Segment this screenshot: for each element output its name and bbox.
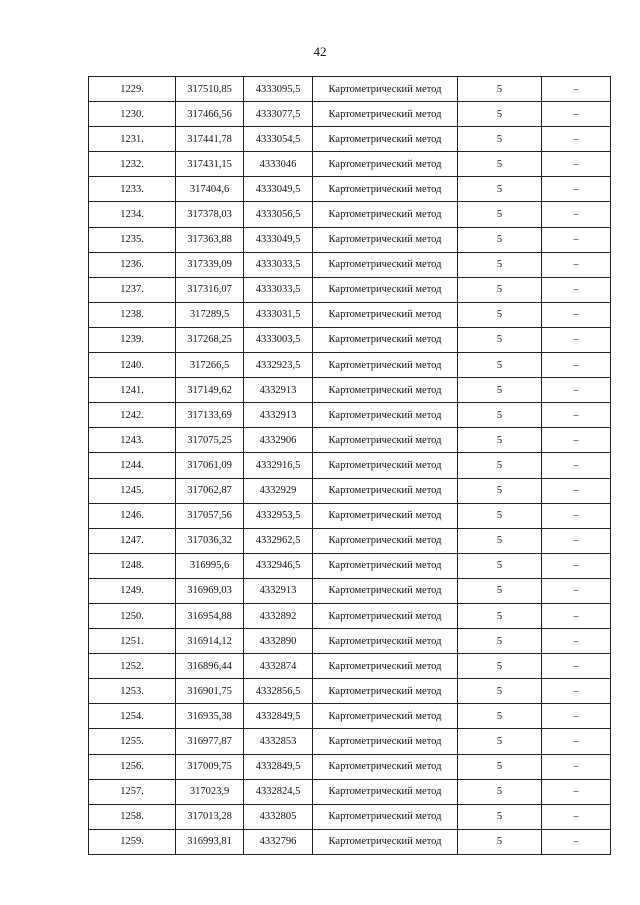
table-row (89, 378, 611, 403)
description-cell: – (542, 729, 611, 754)
table-row (89, 804, 611, 829)
x-coordinate-cell: 316993,81 (176, 829, 244, 854)
method-cell: Картометрический метод (313, 478, 458, 503)
point-number-cell: 1233. (89, 177, 176, 202)
y-coordinate-cell: 4332946,5 (244, 553, 313, 578)
description-cell: – (542, 478, 611, 503)
x-coordinate-cell: 317062,87 (176, 478, 244, 503)
accuracy-cell: 5 (458, 177, 542, 202)
method-cell: Картометрический метод (313, 403, 458, 428)
accuracy-cell: 5 (458, 277, 542, 302)
x-coordinate-cell: 317378,03 (176, 202, 244, 227)
method-cell: Картометрический метод (313, 729, 458, 754)
y-coordinate-cell: 4332892 (244, 603, 313, 628)
y-coordinate-cell: 4332824,5 (244, 779, 313, 804)
description-cell: – (542, 77, 611, 102)
point-number-cell: 1243. (89, 428, 176, 453)
y-coordinate-cell: 4333095,5 (244, 77, 313, 102)
point-number-cell: 1230. (89, 102, 176, 127)
description-cell: – (542, 227, 611, 252)
point-number-cell: 1251. (89, 629, 176, 654)
x-coordinate-cell: 317036,32 (176, 528, 244, 553)
accuracy-cell: 5 (458, 704, 542, 729)
point-number-cell: 1252. (89, 654, 176, 679)
x-coordinate-cell: 317149,62 (176, 378, 244, 403)
x-coordinate-cell: 317061,09 (176, 453, 244, 478)
x-coordinate-cell: 316901,75 (176, 679, 244, 704)
accuracy-cell: 5 (458, 603, 542, 628)
method-cell: Картометрический метод (313, 754, 458, 779)
accuracy-cell: 5 (458, 804, 542, 829)
description-cell: – (542, 177, 611, 202)
point-number-cell: 1235. (89, 227, 176, 252)
method-cell: Картометрический метод (313, 829, 458, 854)
y-coordinate-cell: 4333003,5 (244, 327, 313, 352)
y-coordinate-cell: 4332856,5 (244, 679, 313, 704)
method-cell: Картометрический метод (313, 177, 458, 202)
table-row (89, 177, 611, 202)
description-cell: – (542, 829, 611, 854)
method-cell: Картометрический метод (313, 453, 458, 478)
x-coordinate-cell: 317363,88 (176, 227, 244, 252)
x-coordinate-cell: 317133,69 (176, 403, 244, 428)
x-coordinate-cell: 316914,12 (176, 629, 244, 654)
y-coordinate-cell: 4333054,5 (244, 127, 313, 152)
y-coordinate-cell: 4332796 (244, 829, 313, 854)
method-cell: Картометрический метод (313, 202, 458, 227)
accuracy-cell: 5 (458, 754, 542, 779)
point-number-cell: 1236. (89, 252, 176, 277)
point-number-cell: 1232. (89, 152, 176, 177)
accuracy-cell: 5 (458, 503, 542, 528)
description-cell: – (542, 779, 611, 804)
method-cell: Картометрический метод (313, 528, 458, 553)
x-coordinate-cell: 317404,6 (176, 177, 244, 202)
method-cell: Картометрический метод (313, 152, 458, 177)
point-number-cell: 1242. (89, 403, 176, 428)
x-coordinate-cell: 317339,09 (176, 252, 244, 277)
point-number-cell: 1254. (89, 704, 176, 729)
accuracy-cell: 5 (458, 302, 542, 327)
description-cell: – (542, 327, 611, 352)
x-coordinate-cell: 316969,03 (176, 578, 244, 603)
x-coordinate-cell: 317289,5 (176, 302, 244, 327)
table-row (89, 528, 611, 553)
accuracy-cell: 5 (458, 127, 542, 152)
method-cell: Картометрический метод (313, 779, 458, 804)
x-coordinate-cell: 317268,25 (176, 327, 244, 352)
table-row (89, 478, 611, 503)
accuracy-cell: 5 (458, 629, 542, 654)
point-number-cell: 1247. (89, 528, 176, 553)
page-number: 42 (313, 44, 327, 59)
point-number-cell: 1238. (89, 302, 176, 327)
description-cell: – (542, 403, 611, 428)
method-cell: Картометрический метод (313, 553, 458, 578)
x-coordinate-cell: 317023,9 (176, 779, 244, 804)
y-coordinate-cell: 4332805 (244, 804, 313, 829)
point-number-cell: 1239. (89, 327, 176, 352)
accuracy-cell: 5 (458, 428, 542, 453)
accuracy-cell: 5 (458, 578, 542, 603)
x-coordinate-cell: 317441,78 (176, 127, 244, 152)
accuracy-cell: 5 (458, 829, 542, 854)
accuracy-cell: 5 (458, 327, 542, 352)
description-cell: – (542, 553, 611, 578)
x-coordinate-cell: 317013,28 (176, 804, 244, 829)
point-number-cell: 1253. (89, 679, 176, 704)
accuracy-cell: 5 (458, 528, 542, 553)
point-number-cell: 1258. (89, 804, 176, 829)
point-number-cell: 1229. (89, 77, 176, 102)
y-coordinate-cell: 4333033,5 (244, 277, 313, 302)
y-coordinate-cell: 4332890 (244, 629, 313, 654)
x-coordinate-cell: 317316,07 (176, 277, 244, 302)
method-cell: Картометрический метод (313, 654, 458, 679)
table-row (89, 603, 611, 628)
method-cell: Картометрический метод (313, 704, 458, 729)
table-row (89, 553, 611, 578)
accuracy-cell: 5 (458, 152, 542, 177)
coordinates-table (88, 76, 611, 855)
accuracy-cell: 5 (458, 202, 542, 227)
accuracy-cell: 5 (458, 353, 542, 378)
description-cell: – (542, 202, 611, 227)
y-coordinate-cell: 4332923,5 (244, 353, 313, 378)
y-coordinate-cell: 4333056,5 (244, 202, 313, 227)
method-cell: Картометрический метод (313, 102, 458, 127)
x-coordinate-cell: 317057,56 (176, 503, 244, 528)
method-cell: Картометрический метод (313, 77, 458, 102)
accuracy-cell: 5 (458, 779, 542, 804)
accuracy-cell: 5 (458, 227, 542, 252)
method-cell: Картометрический метод (313, 378, 458, 403)
point-number-cell: 1240. (89, 353, 176, 378)
accuracy-cell: 5 (458, 403, 542, 428)
table-row (89, 302, 611, 327)
point-number-cell: 1248. (89, 553, 176, 578)
table-row (89, 654, 611, 679)
table-row (89, 779, 611, 804)
table-row (89, 152, 611, 177)
x-coordinate-cell: 317009,75 (176, 754, 244, 779)
y-coordinate-cell: 4333031,5 (244, 302, 313, 327)
x-coordinate-cell: 316977,87 (176, 729, 244, 754)
description-cell: – (542, 102, 611, 127)
y-coordinate-cell: 4332913 (244, 403, 313, 428)
description-cell: – (542, 503, 611, 528)
x-coordinate-cell: 317431,15 (176, 152, 244, 177)
table-row (89, 754, 611, 779)
table-row (89, 629, 611, 654)
description-cell: – (542, 277, 611, 302)
point-number-cell: 1241. (89, 378, 176, 403)
accuracy-cell: 5 (458, 102, 542, 127)
description-cell: – (542, 453, 611, 478)
description-cell: – (542, 152, 611, 177)
method-cell: Картометрический метод (313, 252, 458, 277)
table-row (89, 503, 611, 528)
method-cell: Картометрический метод (313, 277, 458, 302)
table-row (89, 277, 611, 302)
method-cell: Картометрический метод (313, 804, 458, 829)
description-cell: – (542, 252, 611, 277)
table-row (89, 77, 611, 102)
table-row (89, 403, 611, 428)
method-cell: Картометрический метод (313, 578, 458, 603)
description-cell: – (542, 302, 611, 327)
x-coordinate-cell: 317466,56 (176, 102, 244, 127)
point-number-cell: 1237. (89, 277, 176, 302)
table-row (89, 252, 611, 277)
point-number-cell: 1256. (89, 754, 176, 779)
accuracy-cell: 5 (458, 729, 542, 754)
y-coordinate-cell: 4332929 (244, 478, 313, 503)
table-row (89, 227, 611, 252)
accuracy-cell: 5 (458, 77, 542, 102)
accuracy-cell: 5 (458, 553, 542, 578)
accuracy-cell: 5 (458, 252, 542, 277)
x-coordinate-cell: 317075,25 (176, 428, 244, 453)
accuracy-cell: 5 (458, 478, 542, 503)
x-coordinate-cell: 317510,85 (176, 77, 244, 102)
method-cell: Картометрический метод (313, 227, 458, 252)
y-coordinate-cell: 4332913 (244, 378, 313, 403)
y-coordinate-cell: 4333049,5 (244, 227, 313, 252)
y-coordinate-cell: 4332962,5 (244, 528, 313, 553)
y-coordinate-cell: 4332913 (244, 578, 313, 603)
point-number-cell: 1231. (89, 127, 176, 152)
description-cell: – (542, 603, 611, 628)
table-row (89, 202, 611, 227)
x-coordinate-cell: 316896,44 (176, 654, 244, 679)
method-cell: Картометрический метод (313, 302, 458, 327)
table-row (89, 729, 611, 754)
method-cell: Картометрический метод (313, 127, 458, 152)
method-cell: Картометрический метод (313, 327, 458, 352)
method-cell: Картометрический метод (313, 629, 458, 654)
description-cell: – (542, 654, 611, 679)
table-row (89, 679, 611, 704)
table-row (89, 829, 611, 854)
description-cell: – (542, 127, 611, 152)
table-row (89, 102, 611, 127)
y-coordinate-cell: 4333033,5 (244, 252, 313, 277)
description-cell: – (542, 754, 611, 779)
table-row (89, 578, 611, 603)
description-cell: – (542, 629, 611, 654)
y-coordinate-cell: 4333046 (244, 152, 313, 177)
method-cell: Картометрический метод (313, 428, 458, 453)
table-row (89, 353, 611, 378)
y-coordinate-cell: 4332916,5 (244, 453, 313, 478)
description-cell: – (542, 578, 611, 603)
point-number-cell: 1246. (89, 503, 176, 528)
y-coordinate-cell: 4332853 (244, 729, 313, 754)
description-cell: – (542, 804, 611, 829)
description-cell: – (542, 679, 611, 704)
x-coordinate-cell: 316954,88 (176, 603, 244, 628)
description-cell: – (542, 353, 611, 378)
x-coordinate-cell: 317266,5 (176, 353, 244, 378)
y-coordinate-cell: 4333049,5 (244, 177, 313, 202)
description-cell: – (542, 704, 611, 729)
y-coordinate-cell: 4332849,5 (244, 704, 313, 729)
method-cell: Картометрический метод (313, 353, 458, 378)
point-number-cell: 1250. (89, 603, 176, 628)
x-coordinate-cell: 316935,38 (176, 704, 244, 729)
method-cell: Картометрический метод (313, 603, 458, 628)
point-number-cell: 1257. (89, 779, 176, 804)
accuracy-cell: 5 (458, 679, 542, 704)
method-cell: Картометрический метод (313, 679, 458, 704)
point-number-cell: 1234. (89, 202, 176, 227)
coordinates-table-body (89, 77, 611, 855)
y-coordinate-cell: 4333077,5 (244, 102, 313, 127)
accuracy-cell: 5 (458, 378, 542, 403)
point-number-cell: 1249. (89, 578, 176, 603)
table-row (89, 327, 611, 352)
accuracy-cell: 5 (458, 453, 542, 478)
accuracy-cell: 5 (458, 654, 542, 679)
description-cell: – (542, 528, 611, 553)
point-number-cell: 1244. (89, 453, 176, 478)
description-cell: – (542, 428, 611, 453)
table-row (89, 127, 611, 152)
point-number-cell: 1259. (89, 829, 176, 854)
description-cell: – (542, 378, 611, 403)
y-coordinate-cell: 4332874 (244, 654, 313, 679)
point-number-cell: 1255. (89, 729, 176, 754)
method-cell: Картометрический метод (313, 503, 458, 528)
y-coordinate-cell: 4332849,5 (244, 754, 313, 779)
table-row (89, 704, 611, 729)
y-coordinate-cell: 4332953,5 (244, 503, 313, 528)
table-row (89, 428, 611, 453)
x-coordinate-cell: 316995,6 (176, 553, 244, 578)
y-coordinate-cell: 4332906 (244, 428, 313, 453)
point-number-cell: 1245. (89, 478, 176, 503)
table-row (89, 453, 611, 478)
